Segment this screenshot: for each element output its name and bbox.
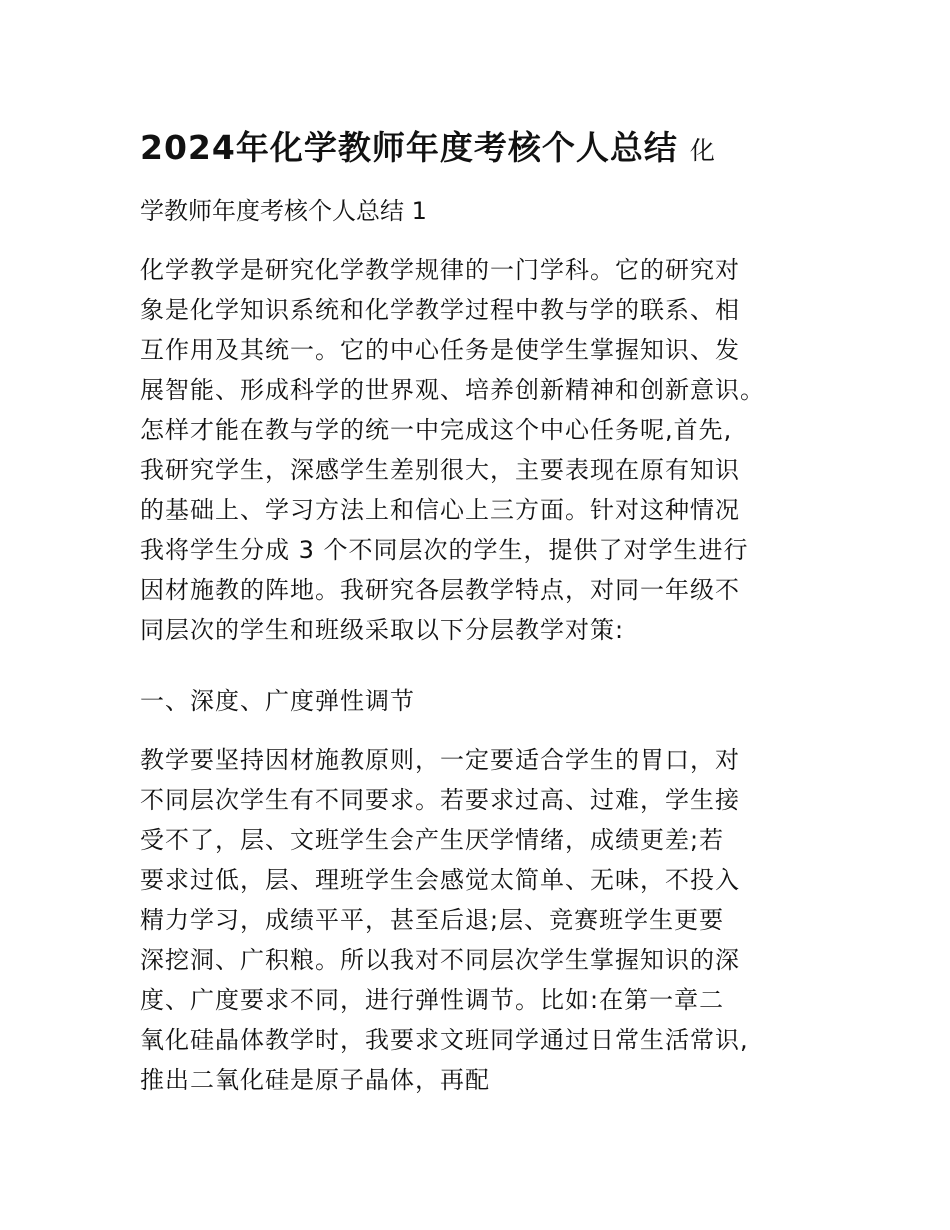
paragraph-line: 展智能、形成科学的世界观、培养创新精神和创新意识。 xyxy=(140,376,765,404)
paragraph-line: 的基础上、学习方法上和信心上三方面。针对这种情况 xyxy=(140,496,740,524)
paragraph-line: 精力学习，成绩平平，甚至后退;层、竞赛班学生更要 xyxy=(140,906,725,934)
paragraph-line: 受不了，层、文班学生会产生厌学情绪，成绩更差;若 xyxy=(140,826,725,854)
title-main-text: 2024年化学教师年度考核个人总结 xyxy=(140,128,678,167)
paragraph-line: 不同层次学生有不同要求。若要求过高、过难，学生接 xyxy=(140,786,740,814)
body-paragraph-2 xyxy=(140,740,840,1100)
paragraph-line: 化学教学是研究化学教学规律的一门学科。它的研究对 xyxy=(140,256,740,284)
section-heading: 一、深度、广度弹性调节 xyxy=(140,687,415,715)
paragraph-line: 度、广度要求不同，进行弹性调节。比如:在第一章二 xyxy=(140,986,725,1014)
paragraph-line: 推出二氧化硅是原子晶体，再配 xyxy=(140,1066,490,1094)
document-title xyxy=(140,126,715,176)
paragraph-line: 因材施教的阵地。我研究各层教学特点，对同一年级不 xyxy=(140,576,740,604)
paragraph-line: 我研究学生，深感学生差别很大，主要表现在原有知识 xyxy=(140,456,740,484)
document-subtitle: 学教师年度考核个人总结 1 xyxy=(140,197,427,225)
paragraph-line: 要求过低，层、理班学生会感觉太简单、无味，不投入 xyxy=(140,866,740,894)
paragraph-line: 互作用及其统一。它的中心任务是使学生掌握知识、发 xyxy=(140,336,740,364)
paragraph-line: 同层次的学生和班级采取以下分层教学对策: xyxy=(140,616,625,644)
body-paragraph-1 xyxy=(140,250,840,650)
paragraph-line: 教学要坚持因材施教原则，一定要适合学生的胃口，对 xyxy=(140,746,740,774)
paragraph-line: 怎样才能在教与学的统一中完成这个中心任务呢,首先, xyxy=(140,416,733,444)
title-tail-text: 化 xyxy=(689,136,715,165)
paragraph-line: 象是化学知识系统和化学教学过程中教与学的联系、相 xyxy=(140,296,740,324)
paragraph-line: 深挖洞、广积粮。所以我对不同层次学生掌握知识的深 xyxy=(140,946,740,974)
paragraph-line: 氧化硅晶体教学时，我要求文班同学通过日常生活常识, xyxy=(140,1026,749,1054)
paragraph-line: 我将学生分成 3 个不同层次的学生，提供了对学生进行 xyxy=(140,536,749,564)
